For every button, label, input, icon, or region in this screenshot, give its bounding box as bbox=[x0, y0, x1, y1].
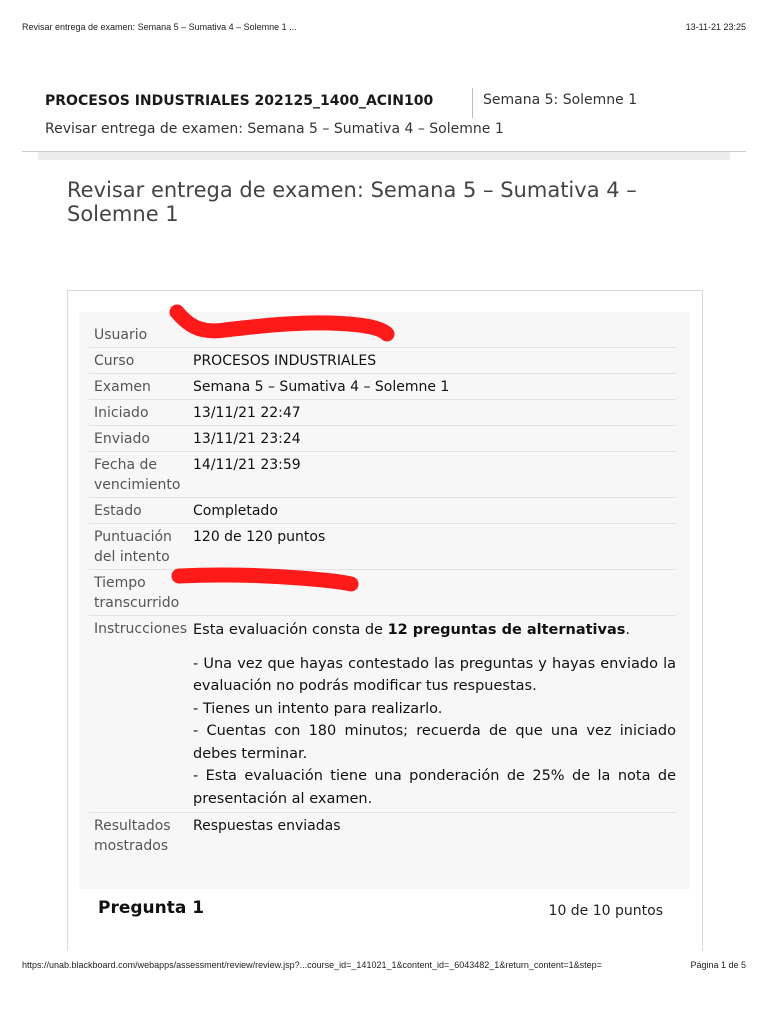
detail-value: 120 de 120 puntos bbox=[193, 524, 676, 570]
page-title: Revisar entrega de examen: Semana 5 – Sumativa 4 – Solemne 1 bbox=[67, 178, 637, 226]
detail-label: Instrucciones bbox=[89, 616, 193, 813]
question-header bbox=[98, 898, 663, 922]
detail-value: 14/11/21 23:59 bbox=[193, 452, 676, 498]
print-page-number: Página 1 de 5 bbox=[690, 960, 746, 970]
detail-label: Examen bbox=[89, 374, 193, 400]
print-url: https://unab.blackboard.com/webapps/assessment/review/review.jsp?...course_id=_141021_1&content_id=_6043482_1&return_content=1&step= bbox=[22, 960, 602, 970]
detail-row-enviado bbox=[89, 426, 676, 452]
detail-label: Resultados mostrados bbox=[94, 818, 171, 854]
instructions-intro: Esta evaluación consta de 12 preguntas de alternativas. bbox=[193, 622, 630, 638]
course-bar bbox=[45, 88, 723, 116]
detail-row-instrucciones bbox=[89, 616, 676, 813]
breadcrumb: Revisar entrega de examen: Semana 5 – Sumativa 4 – Solemne 1 bbox=[45, 121, 504, 137]
print-datetime: 13-11-21 23:25 bbox=[685, 22, 746, 32]
instructions-emphasis: 12 preguntas de alternativas bbox=[387, 622, 626, 638]
course-name-link[interactable]: PROCESOS INDUSTRIALES 202125_1400_ACIN100 bbox=[45, 93, 434, 109]
attempt-details-box bbox=[67, 290, 703, 951]
instructions-line: - Tienes un intento para realizarlo. bbox=[193, 700, 443, 717]
detail-label: Usuario bbox=[89, 322, 193, 348]
course-divider bbox=[472, 88, 473, 118]
instructions-line: - Una vez que hayas contestado las preguntas y hayas enviado la evaluación no podrás modificar tus respuestas. bbox=[193, 655, 676, 694]
print-doc-title: Revisar entrega de examen: Semana 5 – Sumativa 4 – Solemne 1 ... bbox=[22, 22, 297, 32]
detail-row-examen bbox=[89, 374, 676, 400]
detail-row-iniciado bbox=[89, 400, 676, 426]
detail-label: Enviado bbox=[89, 426, 193, 452]
detail-value: PROCESOS INDUSTRIALES bbox=[193, 348, 676, 374]
instructions-line: - Cuentas con 180 minutos; recuerda de que una vez iniciado debes terminar. bbox=[193, 723, 676, 762]
instructions-line: - Esta evaluación tiene una ponderación de 25% de la nota de presentación al examen. bbox=[193, 768, 676, 807]
header-band bbox=[38, 152, 730, 160]
question-title: Pregunta 1 bbox=[98, 898, 205, 918]
detail-row-estado bbox=[89, 498, 676, 524]
detail-value: 13/11/21 22:47 bbox=[193, 400, 676, 426]
redaction-scribble-tiempo bbox=[165, 562, 365, 598]
question-points: 10 de 10 puntos bbox=[548, 903, 663, 919]
detail-label: Curso bbox=[89, 348, 193, 374]
detail-value: 13/11/21 23:24 bbox=[193, 426, 676, 452]
attempt-details-panel bbox=[79, 312, 690, 889]
detail-label: Fecha de vencimiento bbox=[89, 452, 193, 498]
course-context-link[interactable]: Semana 5: Solemne 1 bbox=[483, 92, 638, 108]
instructions-text bbox=[193, 616, 676, 813]
detail-label: Iniciado bbox=[89, 400, 193, 426]
detail-label: Tiempo transcurrido bbox=[89, 570, 193, 616]
detail-value: Semana 5 – Sumativa 4 – Solemne 1 bbox=[193, 374, 676, 400]
detail-row-curso bbox=[89, 348, 676, 374]
detail-label: Puntuación del intento bbox=[89, 524, 193, 570]
detail-value: Completado bbox=[193, 498, 676, 524]
detail-row-vencimiento bbox=[89, 452, 676, 498]
detail-row-resultados bbox=[89, 813, 676, 859]
detail-value: Respuestas enviadas bbox=[193, 818, 341, 834]
redaction-scribble-usuario bbox=[165, 300, 405, 350]
print-header bbox=[22, 22, 746, 36]
detail-label: Estado bbox=[89, 498, 193, 524]
